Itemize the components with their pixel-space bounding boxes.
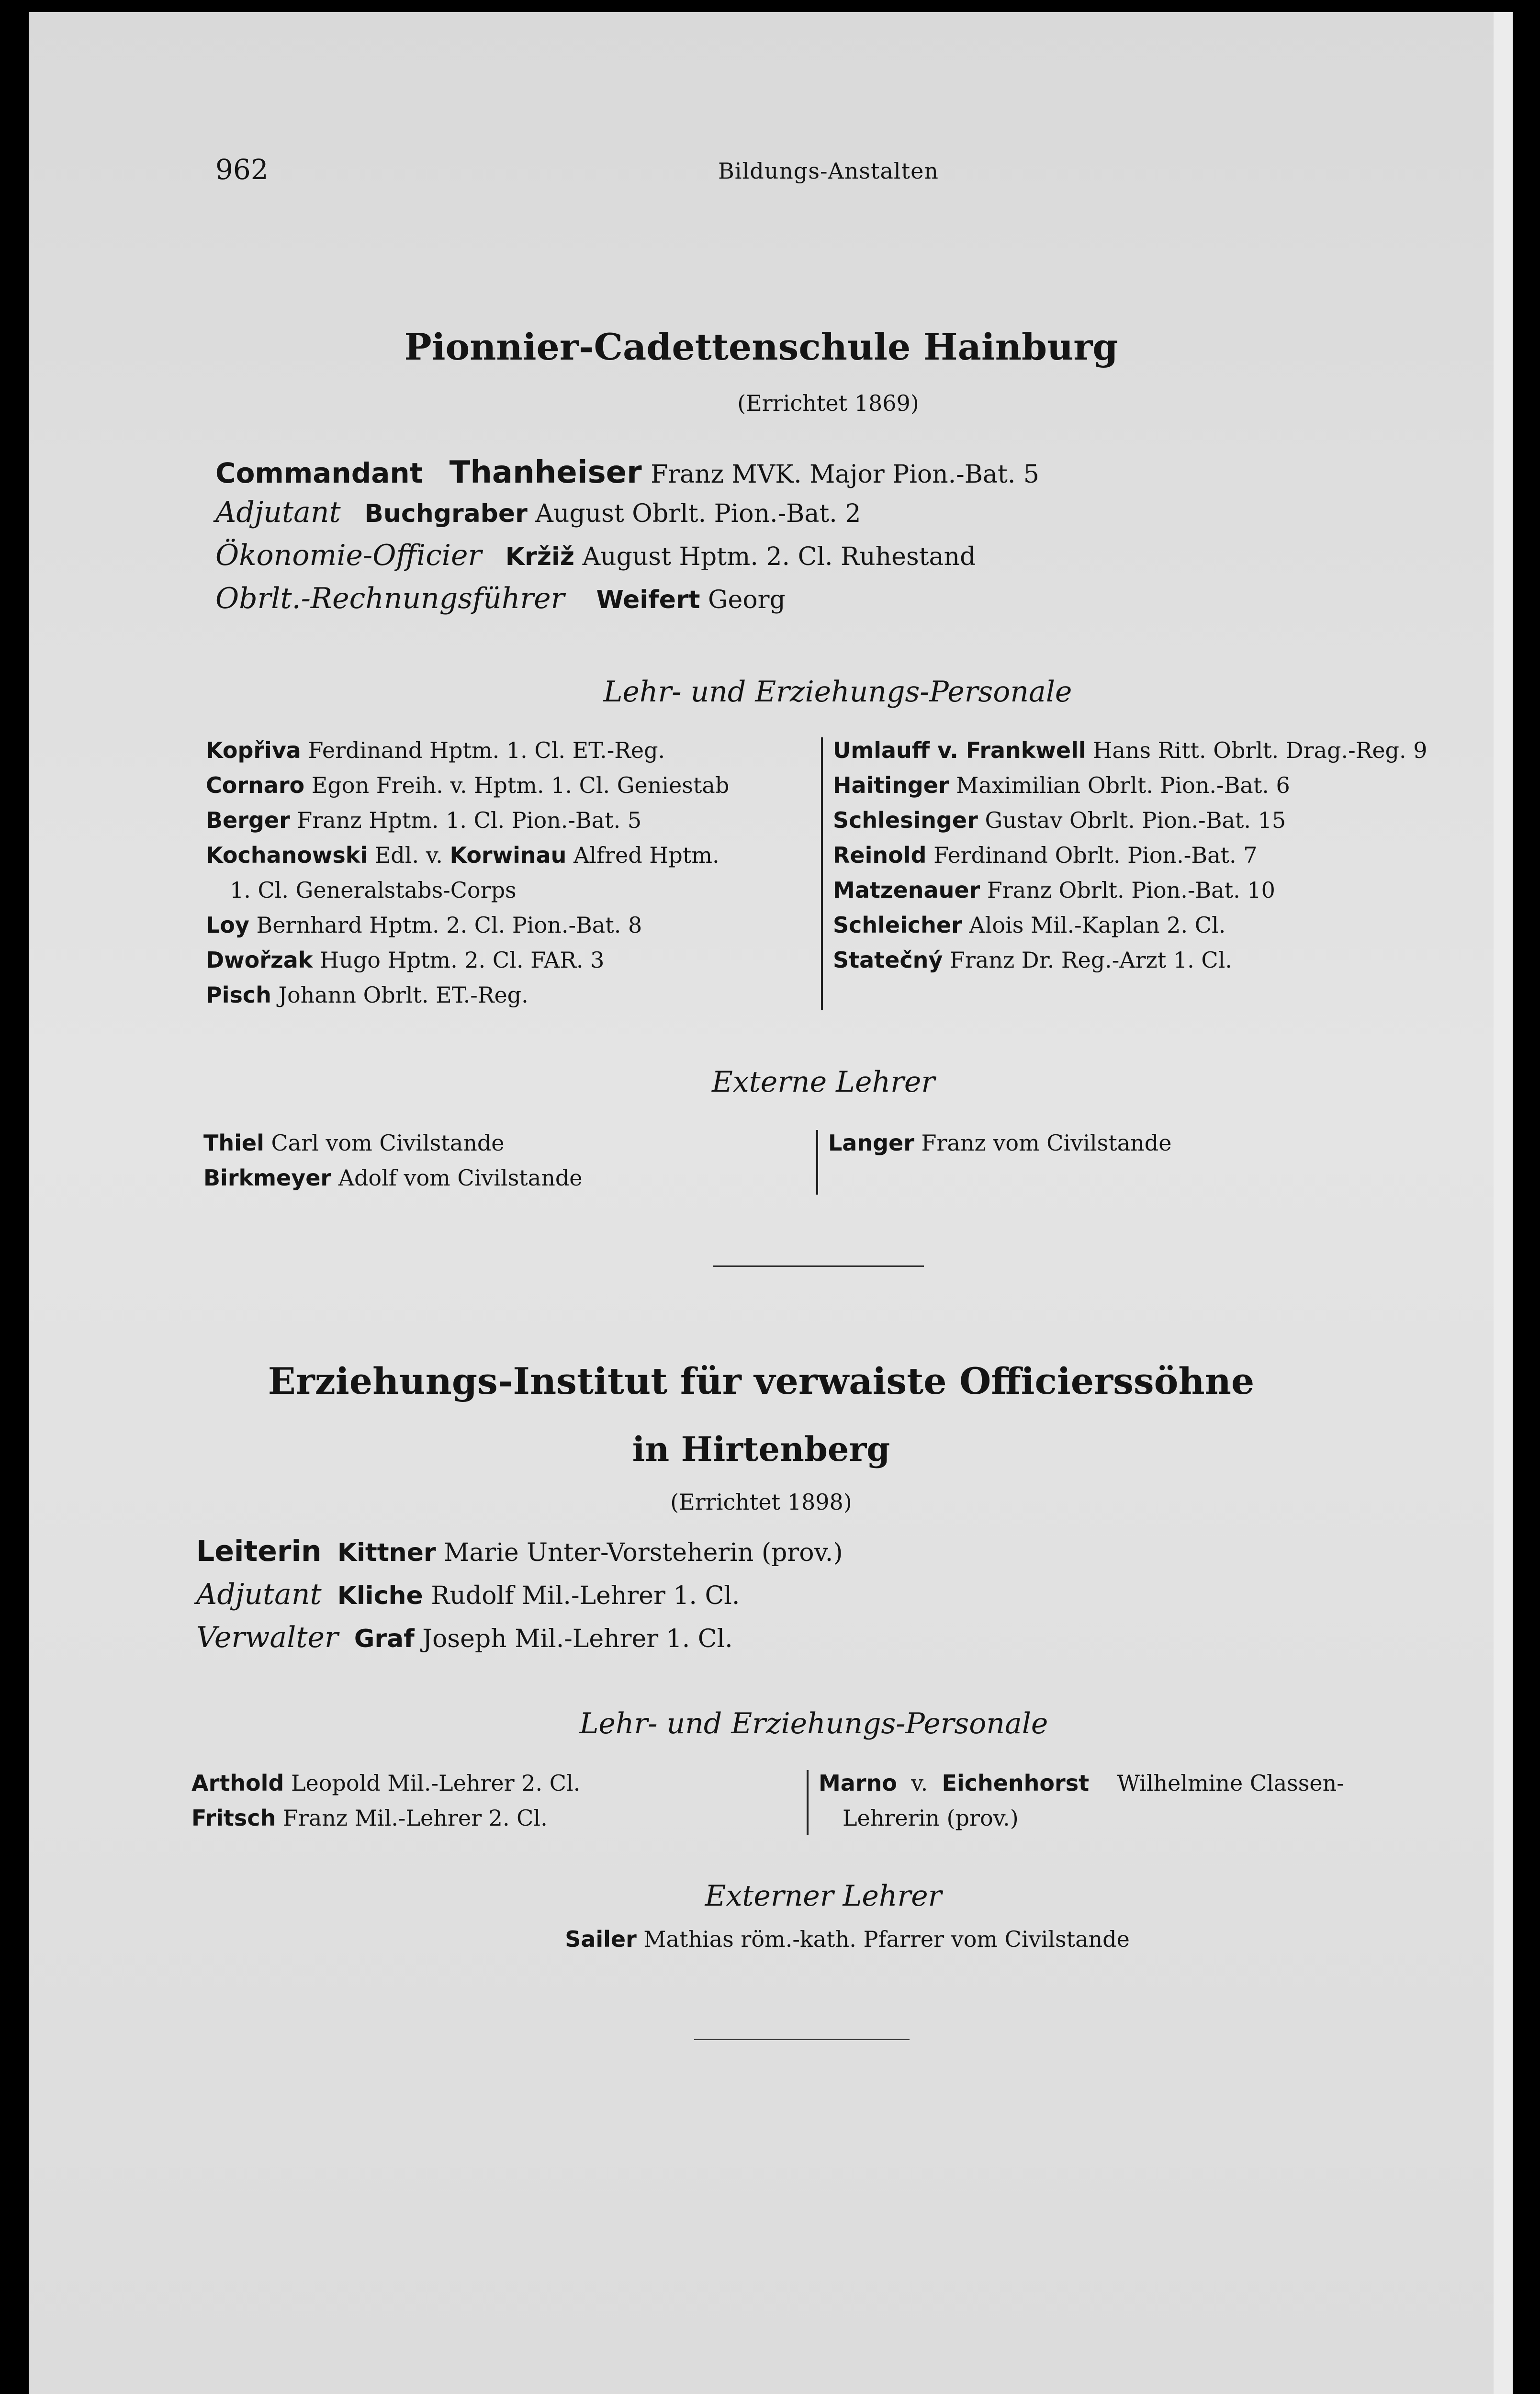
section-separator bbox=[694, 2039, 910, 2040]
person-name: Schlesinger bbox=[833, 807, 978, 833]
personnel-entry-continuation bbox=[230, 877, 517, 903]
person-details: Alfred Hptm. bbox=[573, 842, 719, 868]
person-details: v. bbox=[911, 1770, 928, 1796]
page-number: 962 bbox=[215, 153, 269, 186]
column-divider bbox=[821, 737, 823, 1010]
person-name: Marno bbox=[819, 1770, 897, 1796]
personnel-entry bbox=[191, 1770, 580, 1796]
person-details: Hans Ritt. Obrlt. Drag.-Reg. 9 bbox=[1093, 737, 1428, 763]
personnel-entry bbox=[833, 947, 1232, 973]
person-name: Umlauff v. Frankwell bbox=[833, 737, 1086, 763]
section2-subtitle: (Errichtet 1898) bbox=[670, 1489, 852, 1515]
role-label: Ökonomie-Officier bbox=[215, 539, 482, 572]
column-divider bbox=[816, 1130, 818, 1195]
person-details: Leopold Mil.-Lehrer 2. Cl. bbox=[291, 1770, 581, 1796]
person-name: Fritsch bbox=[191, 1805, 276, 1831]
staff-row bbox=[215, 582, 786, 615]
staff-details: Joseph Mil.-Lehrer 1. Cl. bbox=[422, 1625, 733, 1653]
person-name: Birkmeyer bbox=[203, 1165, 332, 1191]
personnel-entry bbox=[819, 1770, 1344, 1796]
staff-details: Rudolf Mil.-Lehrer 1. Cl. bbox=[431, 1581, 740, 1610]
staff-name: Thanheiser bbox=[449, 455, 642, 490]
personnel-entry bbox=[206, 772, 729, 798]
staff-row bbox=[215, 455, 1039, 490]
person-name: Pisch bbox=[206, 982, 271, 1008]
staff-row bbox=[196, 1535, 843, 1568]
personnel-entry bbox=[833, 807, 1286, 833]
external-teacher-entry bbox=[203, 1165, 583, 1191]
staff-name: Weifert bbox=[596, 586, 700, 614]
staff-row bbox=[196, 1578, 740, 1611]
person-name: Reinold bbox=[833, 842, 927, 868]
personnel-entry bbox=[206, 842, 719, 868]
running-title: Bildungs-Anstalten bbox=[718, 158, 939, 184]
personnel-entry bbox=[206, 982, 528, 1008]
person-name: Haitinger bbox=[833, 772, 949, 798]
staff-details: Georg bbox=[708, 586, 786, 614]
person-details: Lehrerin (prov.) bbox=[843, 1805, 1019, 1831]
staff-row bbox=[215, 539, 976, 572]
role-label: Adjutant bbox=[196, 1578, 322, 1611]
staff-details: Franz MVK. Major Pion.-Bat. 5 bbox=[651, 460, 1039, 489]
staff-name: Kliche bbox=[337, 1581, 423, 1610]
external-teacher-entry bbox=[203, 1130, 504, 1156]
person-details: Mathias röm.-kath. Pfarrer vom Civilstande bbox=[643, 1926, 1130, 1952]
person-name: Langer bbox=[828, 1130, 914, 1156]
staff-row bbox=[196, 1621, 733, 1654]
person-name: Cornaro bbox=[206, 772, 305, 798]
section1-title: Pionnier-Cadettenschule Hainburg bbox=[404, 326, 1118, 368]
role-label: Adjutant bbox=[215, 496, 341, 529]
personnel-entry bbox=[206, 947, 604, 973]
person-name: Berger bbox=[206, 807, 290, 833]
person-details: Gustav Obrlt. Pion.-Bat. 15 bbox=[985, 807, 1286, 833]
person-details: Franz vom Civilstande bbox=[921, 1130, 1172, 1156]
person-details: Franz Mil.-Lehrer 2. Cl. bbox=[282, 1805, 548, 1831]
person-name: Dwořzak bbox=[206, 947, 313, 973]
section-separator bbox=[713, 1265, 924, 1267]
person-details: Egon Freih. v. Hptm. 1. Cl. Geniestab bbox=[311, 772, 730, 798]
role-label: Leiterin bbox=[196, 1535, 322, 1568]
person-name: Schleicher bbox=[833, 912, 962, 938]
person-details: Carl vom Civilstande bbox=[271, 1130, 505, 1156]
staff-row bbox=[215, 496, 861, 529]
staff-name: Kittner bbox=[337, 1538, 436, 1567]
section1-subtitle: (Errichtet 1869) bbox=[737, 390, 919, 416]
person-details: Bernhard Hptm. 2. Cl. Pion.-Bat. 8 bbox=[256, 912, 642, 938]
person-details: Edl. v. bbox=[374, 842, 443, 868]
person-name: Loy bbox=[206, 912, 249, 938]
person-name: Korwinau bbox=[450, 842, 567, 868]
document-page bbox=[29, 12, 1513, 2394]
personnel-entry bbox=[206, 737, 665, 763]
column-divider bbox=[807, 1770, 809, 1835]
staff-name: Kržiž bbox=[505, 542, 575, 571]
role-label: Commandant bbox=[215, 457, 423, 489]
personnel-entry bbox=[833, 912, 1225, 938]
person-details: Johann Obrlt. ET.-Reg. bbox=[278, 982, 528, 1008]
section2-external-heading: Externer Lehrer bbox=[705, 1879, 942, 1913]
role-label: Verwalter bbox=[196, 1621, 338, 1654]
section2-title-line2: in Hirtenberg bbox=[632, 1429, 890, 1469]
staff-name: Graf bbox=[354, 1625, 415, 1653]
staff-details: August Hptm. 2. Cl. Ruhestand bbox=[582, 542, 976, 571]
external-teacher-entry bbox=[828, 1130, 1171, 1156]
person-name: Kopřiva bbox=[206, 737, 301, 763]
staff-details: Marie Unter-Vorsteherin (prov.) bbox=[444, 1538, 843, 1567]
staff-name: Buchgraber bbox=[364, 499, 528, 528]
section2-personnel-heading: Lehr- und Erziehungs-Personale bbox=[579, 1707, 1048, 1740]
personnel-entry-continuation bbox=[843, 1805, 1019, 1831]
personnel-entry bbox=[833, 772, 1290, 798]
personnel-entry bbox=[833, 877, 1275, 903]
person-name: Matzenauer bbox=[833, 877, 980, 903]
personnel-entry bbox=[833, 737, 1428, 763]
person-details: Ferdinand Obrlt. Pion.-Bat. 7 bbox=[933, 842, 1258, 868]
person-name: Eichenhorst bbox=[942, 1770, 1090, 1796]
role-label: Obrlt.-Rechnungsführer bbox=[215, 582, 565, 615]
section1-personnel-heading: Lehr- und Erziehungs-Personale bbox=[603, 675, 1072, 709]
person-details: 1. Cl. Generalstabs-Corps bbox=[230, 877, 517, 903]
staff-details: August Obrlt. Pion.-Bat. 2 bbox=[535, 499, 861, 528]
person-name: Sailer bbox=[565, 1926, 637, 1952]
section2-title: Erziehungs-Institut für verwaiste Officierssöhne bbox=[268, 1360, 1255, 1402]
person-details: Ferdinand Hptm. 1. Cl. ET.-Reg. bbox=[308, 737, 665, 763]
person-name: Statečný bbox=[833, 947, 943, 973]
person-name: Thiel bbox=[203, 1130, 264, 1156]
personnel-entry bbox=[191, 1805, 548, 1831]
person-details: Wilhelmine Classen- bbox=[1117, 1770, 1344, 1796]
person-details: Alois Mil.-Kaplan 2. Cl. bbox=[969, 912, 1226, 938]
person-details: Hugo Hptm. 2. Cl. FAR. 3 bbox=[320, 947, 605, 973]
personnel-entry bbox=[206, 807, 641, 833]
external-teacher-entry bbox=[29, 1926, 1513, 1952]
section1-external-heading: Externe Lehrer bbox=[711, 1065, 935, 1099]
person-details: Franz Obrlt. Pion.-Bat. 10 bbox=[987, 877, 1275, 903]
person-details: Adolf vom Civilstande bbox=[338, 1165, 583, 1191]
person-name: Arthold bbox=[191, 1770, 284, 1796]
person-details: Franz Hptm. 1. Cl. Pion.-Bat. 5 bbox=[297, 807, 642, 833]
person-details: Maximilian Obrlt. Pion.-Bat. 6 bbox=[956, 772, 1290, 798]
personnel-entry bbox=[833, 842, 1258, 868]
person-details: Franz Dr. Reg.-Arzt 1. Cl. bbox=[949, 947, 1232, 973]
personnel-entry bbox=[206, 912, 642, 938]
person-name: Kochanowski bbox=[206, 842, 368, 868]
